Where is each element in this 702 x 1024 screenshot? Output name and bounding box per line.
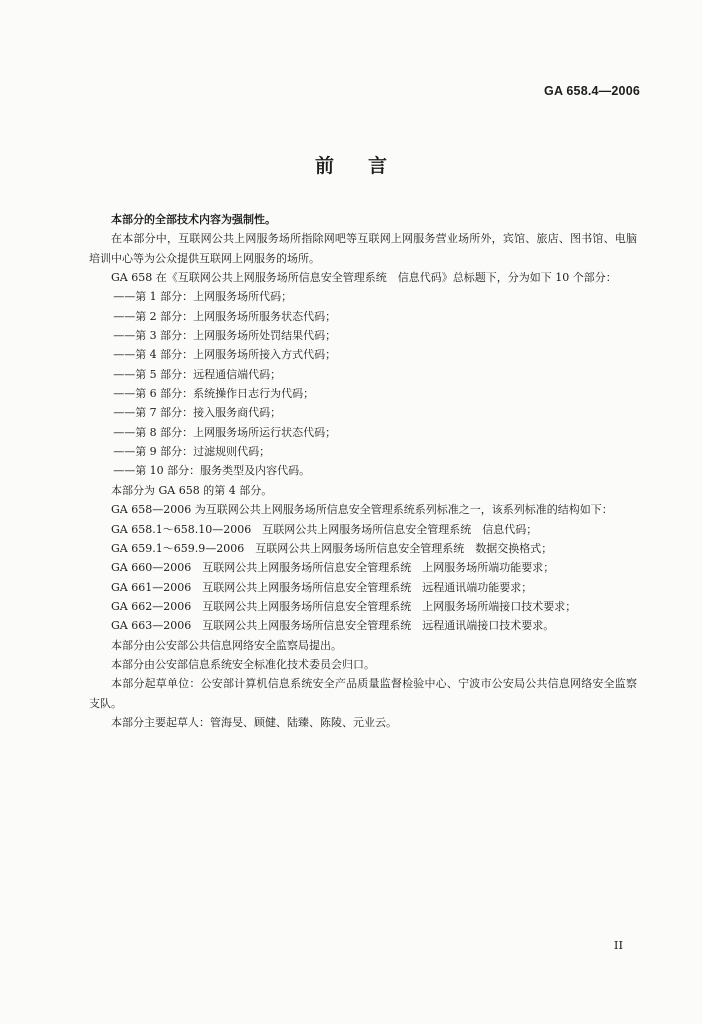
list-item: ——第 1 部分：上网服务场所代码；	[113, 290, 293, 304]
list-item: GA 662—2006 互联网公共上网服务场所信息安全管理系统 上网服务场所端接口技术要求；	[111, 599, 577, 613]
list-item: ——第 4 部分：上网服务场所接入方式代码；	[113, 348, 337, 362]
list-item: ——第 9 部分：过滤规则代码；	[113, 445, 271, 459]
drafting-organizations: 本部分起草单位：公安部计算机信息系统安全产品质量监督检验中心、宁波市公安局公共信息网络安全监察支队。	[89, 677, 637, 710]
document-body	[89, 210, 637, 732]
parts-list	[89, 287, 637, 480]
standard-number: GA 658.4—2006	[544, 84, 640, 98]
list-item: ——第 2 部分：上网服务场所服务状态代码；	[113, 309, 337, 323]
list-item: GA 663—2006 互联网公共上网服务场所信息安全管理系统 远程通讯端接口技术要求。	[111, 619, 555, 633]
list-item: GA 660—2006 互联网公共上网服务场所信息安全管理系统 上网服务场所端功能要求；	[111, 561, 555, 575]
list-item: ——第 8 部分：上网服务场所运行状态代码；	[113, 425, 337, 439]
list-item: GA 658.1～658.10—2006 互联网公共上网服务场所信息安全管理系统 信息代码；	[111, 522, 538, 536]
list-item: ——第 6 部分：系统操作日志行为代码；	[113, 387, 315, 401]
list-item: GA 659.1～659.9—2006 互联网公共上网服务场所信息安全管理系统 数据交换格式；	[111, 541, 553, 555]
series-list	[89, 520, 637, 636]
list-item: GA 661—2006 互联网公共上网服务场所信息安全管理系统 远程通讯端功能要求；	[111, 580, 533, 594]
page-title: 前言	[314, 155, 421, 177]
list-item: ——第 3 部分：上网服务场所处罚结果代码；	[113, 329, 337, 343]
part-number-statement: 本部分为 GA 658 的第 4 部分。	[111, 483, 273, 497]
centralized-management-statement: 本部分由公安部信息系统安全标准化技术委员会归口。	[111, 657, 375, 671]
parts-intro: GA 658 在《互联网公共上网服务场所信息安全管理系统 信息代码》总标题下，分为如下 10 个部分：	[111, 271, 617, 285]
drafters: 本部分主要起草人：管海旻、顾健、陆臻、陈陵、元业云。	[111, 715, 397, 729]
proposer-statement: 本部分由公安部公共信息网络安全监察局提出。	[111, 638, 342, 652]
page-number: II	[613, 938, 623, 952]
list-item: ——第 7 部分：接入服务商代码；	[113, 406, 282, 420]
series-intro: GA 658—2006 为互联网公共上网服务场所信息安全管理系统系列标准之一，该系列标准的结构如下：	[111, 503, 613, 517]
scope-definition: 在本部分中，互联网公共上网服务场所指除网吧等互联网上网服务营业场所外，宾馆、旅店、图书馆、电脑培训中心等为公众提供互联网上网服务的场所。	[89, 232, 637, 265]
list-item: ——第 10 部分：服务类型及内容代码。	[113, 464, 311, 478]
mandatory-statement: 本部分的全部技术内容为强制性。	[111, 213, 276, 226]
list-item: ——第 5 部分：远程通信端代码；	[113, 367, 282, 381]
